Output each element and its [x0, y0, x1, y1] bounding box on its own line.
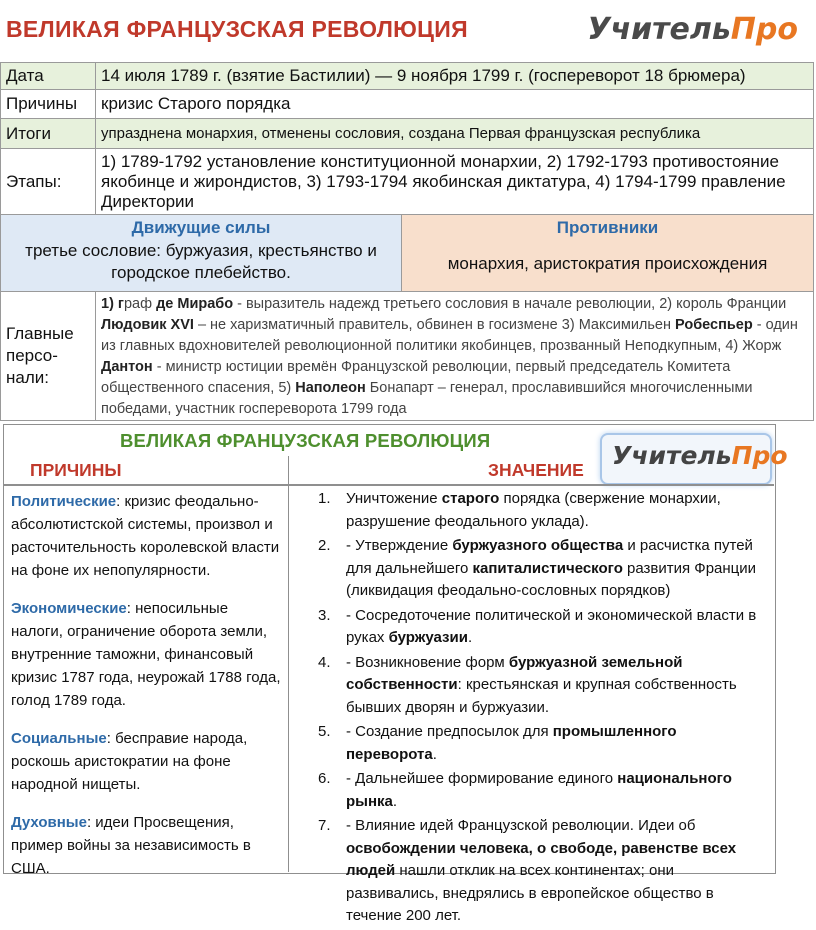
item-text: - Дальнейшее формирование единого: [346, 770, 618, 787]
driving-forces-header: Движущие силы: [131, 218, 271, 237]
cause-category: Духовные: [11, 814, 87, 831]
cause-text: : кризис феодально-абсолютистской системы, произвол и расточительность королевской власти на фоне их непопулярности.: [11, 493, 280, 579]
results-value: упразднена монархия, отменены сословия, создана Первая французская республика: [96, 119, 814, 149]
persons-label: Главные персо-нали:: [1, 292, 96, 421]
item-text: : крестьянская и крупная собственность бывших дворян и буржуазии.: [346, 676, 737, 716]
meaning-item: [318, 488, 768, 533]
item-emphasis: национального рынка: [346, 770, 732, 810]
date-label: Дата: [1, 63, 96, 90]
persons-value: [96, 292, 814, 421]
uchitelpro-logo: [587, 12, 798, 47]
item-emphasis: промышленного переворота: [346, 723, 677, 763]
item-text: .: [392, 792, 398, 810]
logo-main-text: Учитель: [587, 12, 731, 47]
logo-accent-text: Про: [731, 441, 788, 470]
item-emphasis: буржуазии: [388, 629, 468, 646]
logo-main-text: Учитель: [612, 441, 732, 470]
person-name-napoleon: Наполеон: [295, 380, 366, 396]
item-emphasis: буржуазного общества: [452, 537, 624, 554]
item-number: 6.: [318, 770, 331, 787]
row-persons: [1, 292, 814, 421]
row-forces: [1, 215, 814, 292]
persons-text: - один из главных вдохновителей революционной политики якобинцев, прозванный Неподкупным, 4) Жорж: [101, 317, 798, 354]
persons-text: - выразитель надежд третьего сословия в начале революции, 2) король Франции: [233, 296, 787, 312]
causes-list: [11, 490, 281, 895]
persons-text: - министр юстиции времён Французской революции, первый председатель Комитета общественного спасения, 5): [101, 359, 731, 396]
persons-text: – не харизматичный правитель, обвинен в госизмене 3) Максимильен: [193, 317, 676, 333]
row-causes: [1, 90, 814, 119]
persons-text: Бонапарт – генерал, прославившийся многочисленными победами, участник госпереворота 1799 года: [101, 380, 753, 417]
item-text: - Сосредоточение политической и экономической власти в руках: [346, 606, 757, 646]
item-number: 5.: [318, 723, 331, 740]
person-name-louis: Людовик XVI: [101, 317, 194, 333]
item-text: .: [467, 629, 473, 646]
driving-forces-cell: [1, 215, 402, 291]
item-text: нашли отклик на всех континентах; они развивались, внедрялись в европейское общество в течение 200 лет.: [346, 862, 714, 924]
persons-text: раф: [123, 296, 157, 312]
item-number: 4.: [318, 653, 331, 671]
persons-text: 1) г: [101, 296, 124, 312]
cause-text: : идеи Просвещения, пример войны за независимость в США.: [11, 814, 251, 877]
item-number: 7.: [318, 817, 331, 834]
cause-social: [11, 727, 281, 796]
date-value: 14 июля 1789 г. (взятие Бастилии) — 9 ноября 1799 г. (госпереворот 18 брюмера): [96, 63, 814, 90]
opponents-cell: [402, 215, 814, 291]
causes-label: Причины: [1, 90, 96, 119]
person-name-danton: Дантон: [101, 359, 153, 375]
item-text: и расчистка путей для дальнейшего: [346, 537, 753, 577]
stages-label: Этапы:: [1, 149, 96, 215]
item-emphasis: капиталистического: [472, 559, 623, 577]
meaning-item: [318, 652, 768, 720]
person-name-robespierre: Робеспьер: [675, 317, 753, 333]
bottom-title: ВЕЛИКАЯ ФРАНЦУЗСКАЯ РЕВОЛЮЦИЯ: [120, 430, 491, 451]
column-headers: [4, 456, 774, 486]
cause-text: : бесправие народа, роскошь аристократии на фоне народной нищеты.: [11, 730, 248, 793]
cause-text: : непосильные налоги, ограничение оборота земли, внутренние таможни, финансовый кризис 1787 года, неурожай 1788 года, голод 1789 года.: [11, 600, 281, 709]
cause-category: Экономические: [11, 600, 127, 617]
results-label: Итоги: [1, 119, 96, 149]
cause-economic: [11, 597, 281, 712]
item-text: .: [432, 745, 437, 763]
item-text: - Создание предпосылок для: [346, 723, 553, 740]
stages-value: 1) 1789-1792 установление конституционной монархии, 2) 1792-1793 противостояние якобинце и жирондистов, 3) 1793-1794 якобинская диктатура, 4) 1794-1799 правление Директории: [96, 149, 814, 215]
opponents-value: монархия, аристократия происхождения: [447, 254, 768, 273]
item-text: Уничтожение: [346, 490, 442, 507]
meaning-item: [318, 605, 768, 650]
row-results: [1, 119, 814, 149]
item-text: порядка (свержение монархии, разрушение феодального уклада).: [346, 490, 721, 530]
item-number: 2.: [318, 537, 331, 554]
logo-accent-text: Про: [730, 12, 798, 47]
item-text: - Влияние идей Французской революции. Идеи об: [346, 817, 696, 834]
item-text: развития Франции (ликвидация феодально-сословных порядков): [346, 559, 757, 599]
row-date: [1, 63, 814, 90]
item-emphasis: буржуазной земельной собственности: [346, 653, 683, 693]
meaning-list: [318, 488, 768, 930]
cause-political: [11, 490, 281, 582]
meaning-item: [318, 815, 768, 928]
item-text: - Утверждение: [346, 537, 453, 554]
item-number: 3.: [318, 606, 331, 624]
meaning-column-header: ЗНАЧЕНИЕ: [488, 460, 584, 480]
item-emphasis: старого: [441, 490, 500, 507]
top-header: [0, 0, 816, 62]
cause-category: Политические: [11, 493, 117, 510]
summary-table: [0, 62, 814, 421]
forces-subtable: [1, 215, 813, 291]
driving-forces-value: третье сословие: буржуазия, крестьянство и городское плебейство.: [25, 241, 377, 282]
meaning-item: [318, 768, 768, 813]
meaning-item: [318, 535, 768, 603]
item-number: 1.: [318, 490, 331, 507]
opponents-header: Противники: [556, 218, 659, 237]
causes-column-header: ПРИЧИНЫ: [30, 460, 122, 480]
row-stages: [1, 149, 814, 215]
item-emphasis: освобождении человека, о свободе, равенстве всех людей: [346, 839, 737, 879]
column-divider: [288, 456, 289, 872]
item-text: - Возникновение форм: [346, 653, 509, 671]
cause-spiritual: [11, 811, 281, 880]
cause-category: Социальные: [11, 730, 107, 747]
person-name-mirabeau: де Мирабо: [156, 296, 234, 312]
top-title: ВЕЛИКАЯ ФРАНЦУЗСКАЯ РЕВОЛЮЦИЯ: [6, 16, 468, 42]
causes-value: кризис Старого порядка: [96, 90, 814, 119]
meaning-item: [318, 721, 768, 766]
